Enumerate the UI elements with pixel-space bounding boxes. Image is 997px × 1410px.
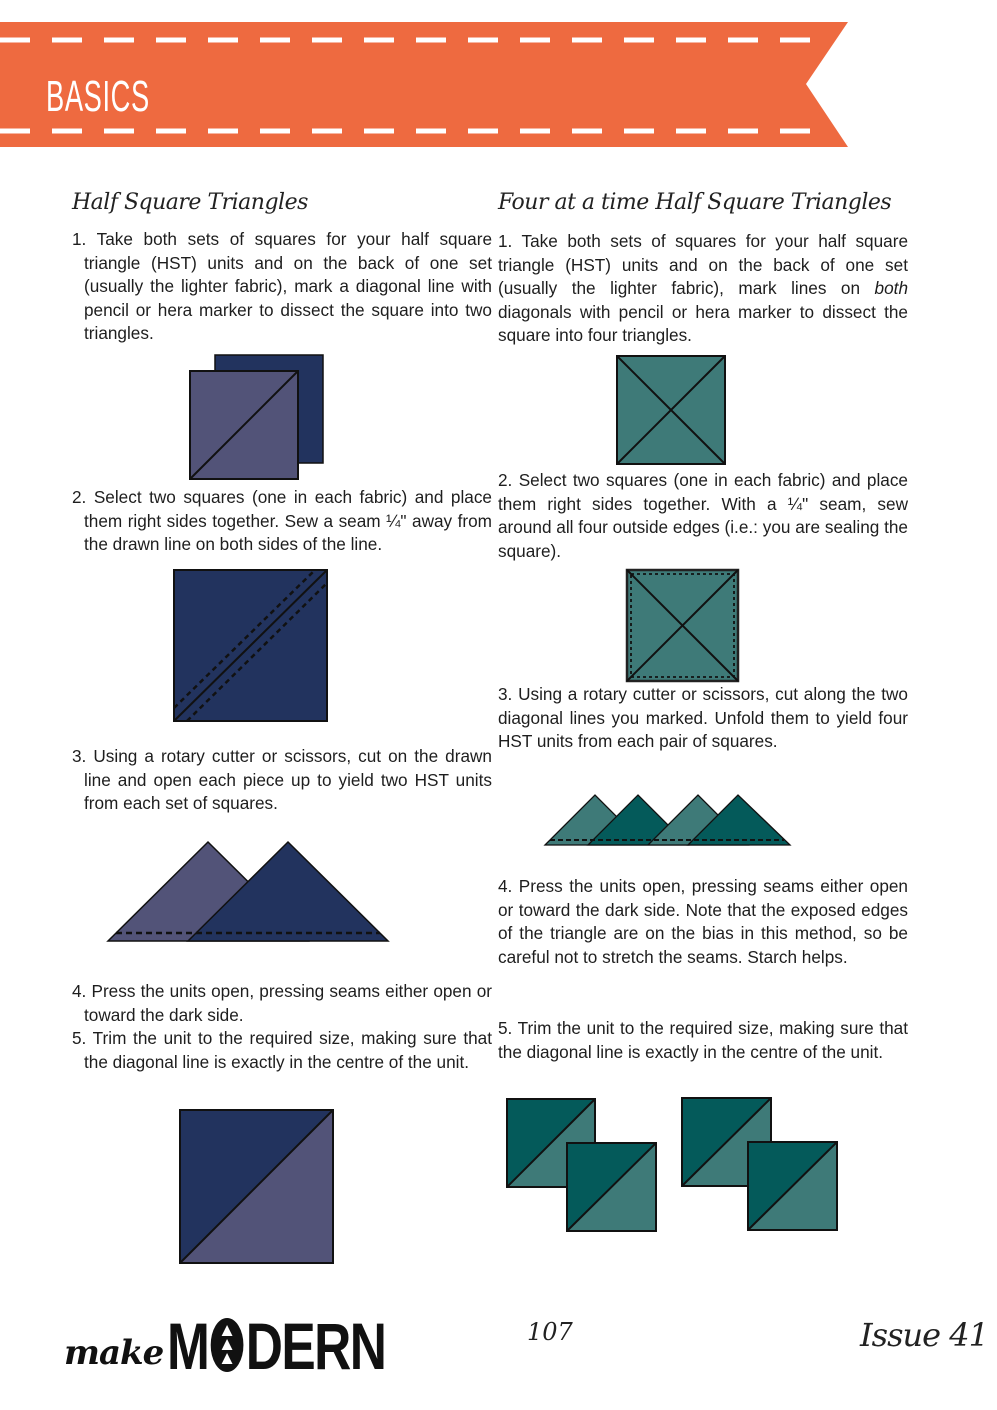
- step1-text-before: 1. Take both sets of squares for your half square triangle (HST) units and on the back of one set (usually the lighter fabric), mark lines on: [498, 231, 908, 299]
- figure-four-trimmed-units: [504, 1096, 844, 1234]
- banner-title: BASICS: [46, 72, 150, 121]
- fat-step-4: 4. Press the units open, pressing seams either open or toward the dark side. Note that the exposed edges of the triangle are on the bias in this method, so be careful not to stretch the seams. Starch helps.: [498, 876, 908, 967]
- hst-step-4: 4. Press the units open, pressing seams either open or toward the dark side.: [72, 981, 492, 1025]
- section-title-hst: Half Square Triangles: [72, 190, 308, 215]
- page-number: 107: [527, 1318, 573, 1346]
- logo-make-text: make: [64, 1333, 164, 1373]
- fat-step-2: 2. Select two squares (one in each fabric) and place them right sides together. With a ¼" seam, sew around all four outside edges (i.e.: you are sealing the square).: [498, 470, 908, 561]
- figure-two-squares: [187, 352, 332, 482]
- logo-dern-text: DERN: [245, 1308, 386, 1383]
- hst-step-1: 1. Take both sets of squares for your half square triangle (HST) units and on the back of one set (usually the lighter fabric), mark a diagonal line with pencil or hera marker to dissect the square into two triangles.: [72, 229, 492, 344]
- logo-o-triangles-icon: [210, 1317, 244, 1373]
- fat-step-1: [498, 230, 908, 348]
- figure-sealed-square: [625, 568, 741, 684]
- fat-step-3: 3. Using a rotary cutter or scissors, cut along the two diagonal lines you marked. Unfold them to yield four HST units from each pair of squares.: [498, 684, 908, 752]
- make-modern-logo: [64, 1308, 447, 1383]
- hst-step-2: 2. Select two squares (one in each fabric) and place them right sides together. Sew a seam ¼" away from the drawn line on both sides of the line.: [72, 487, 492, 555]
- figure-trimmed-unit: [178, 1108, 336, 1266]
- fat-step-5: 5. Trim the unit to the required size, making sure that the diagonal line is exactly in the centre of the unit.: [498, 1018, 908, 1062]
- figure-two-triangles: [106, 840, 391, 945]
- figure-four-triangles: [542, 790, 794, 848]
- section-title-four-at-a-time: Four at a time Half Square Triangles: [498, 190, 892, 215]
- step1-text-after: diagonals with pencil or hera marker to dissect the square into four triangles.: [498, 301, 908, 346]
- section-banner: [0, 22, 848, 147]
- hst-step-3: 3. Using a rotary cutter or scissors, cut on the drawn line and open each piece up to yield two HST units from each set of squares.: [72, 746, 492, 814]
- figure-marked-square: [615, 354, 727, 466]
- logo-modern-text: [167, 1308, 386, 1383]
- step1-emphasis: both: [874, 278, 908, 299]
- unit-2: [567, 1143, 656, 1231]
- figure-seam-square: [172, 568, 330, 724]
- issue-number: Issue 41: [860, 1316, 988, 1354]
- unit-4: [748, 1142, 837, 1230]
- hst-step-5: 5. Trim the unit to the required size, making sure that the diagonal line is exactly in the centre of the unit.: [72, 1028, 492, 1072]
- logo-m-letter: M: [167, 1308, 209, 1383]
